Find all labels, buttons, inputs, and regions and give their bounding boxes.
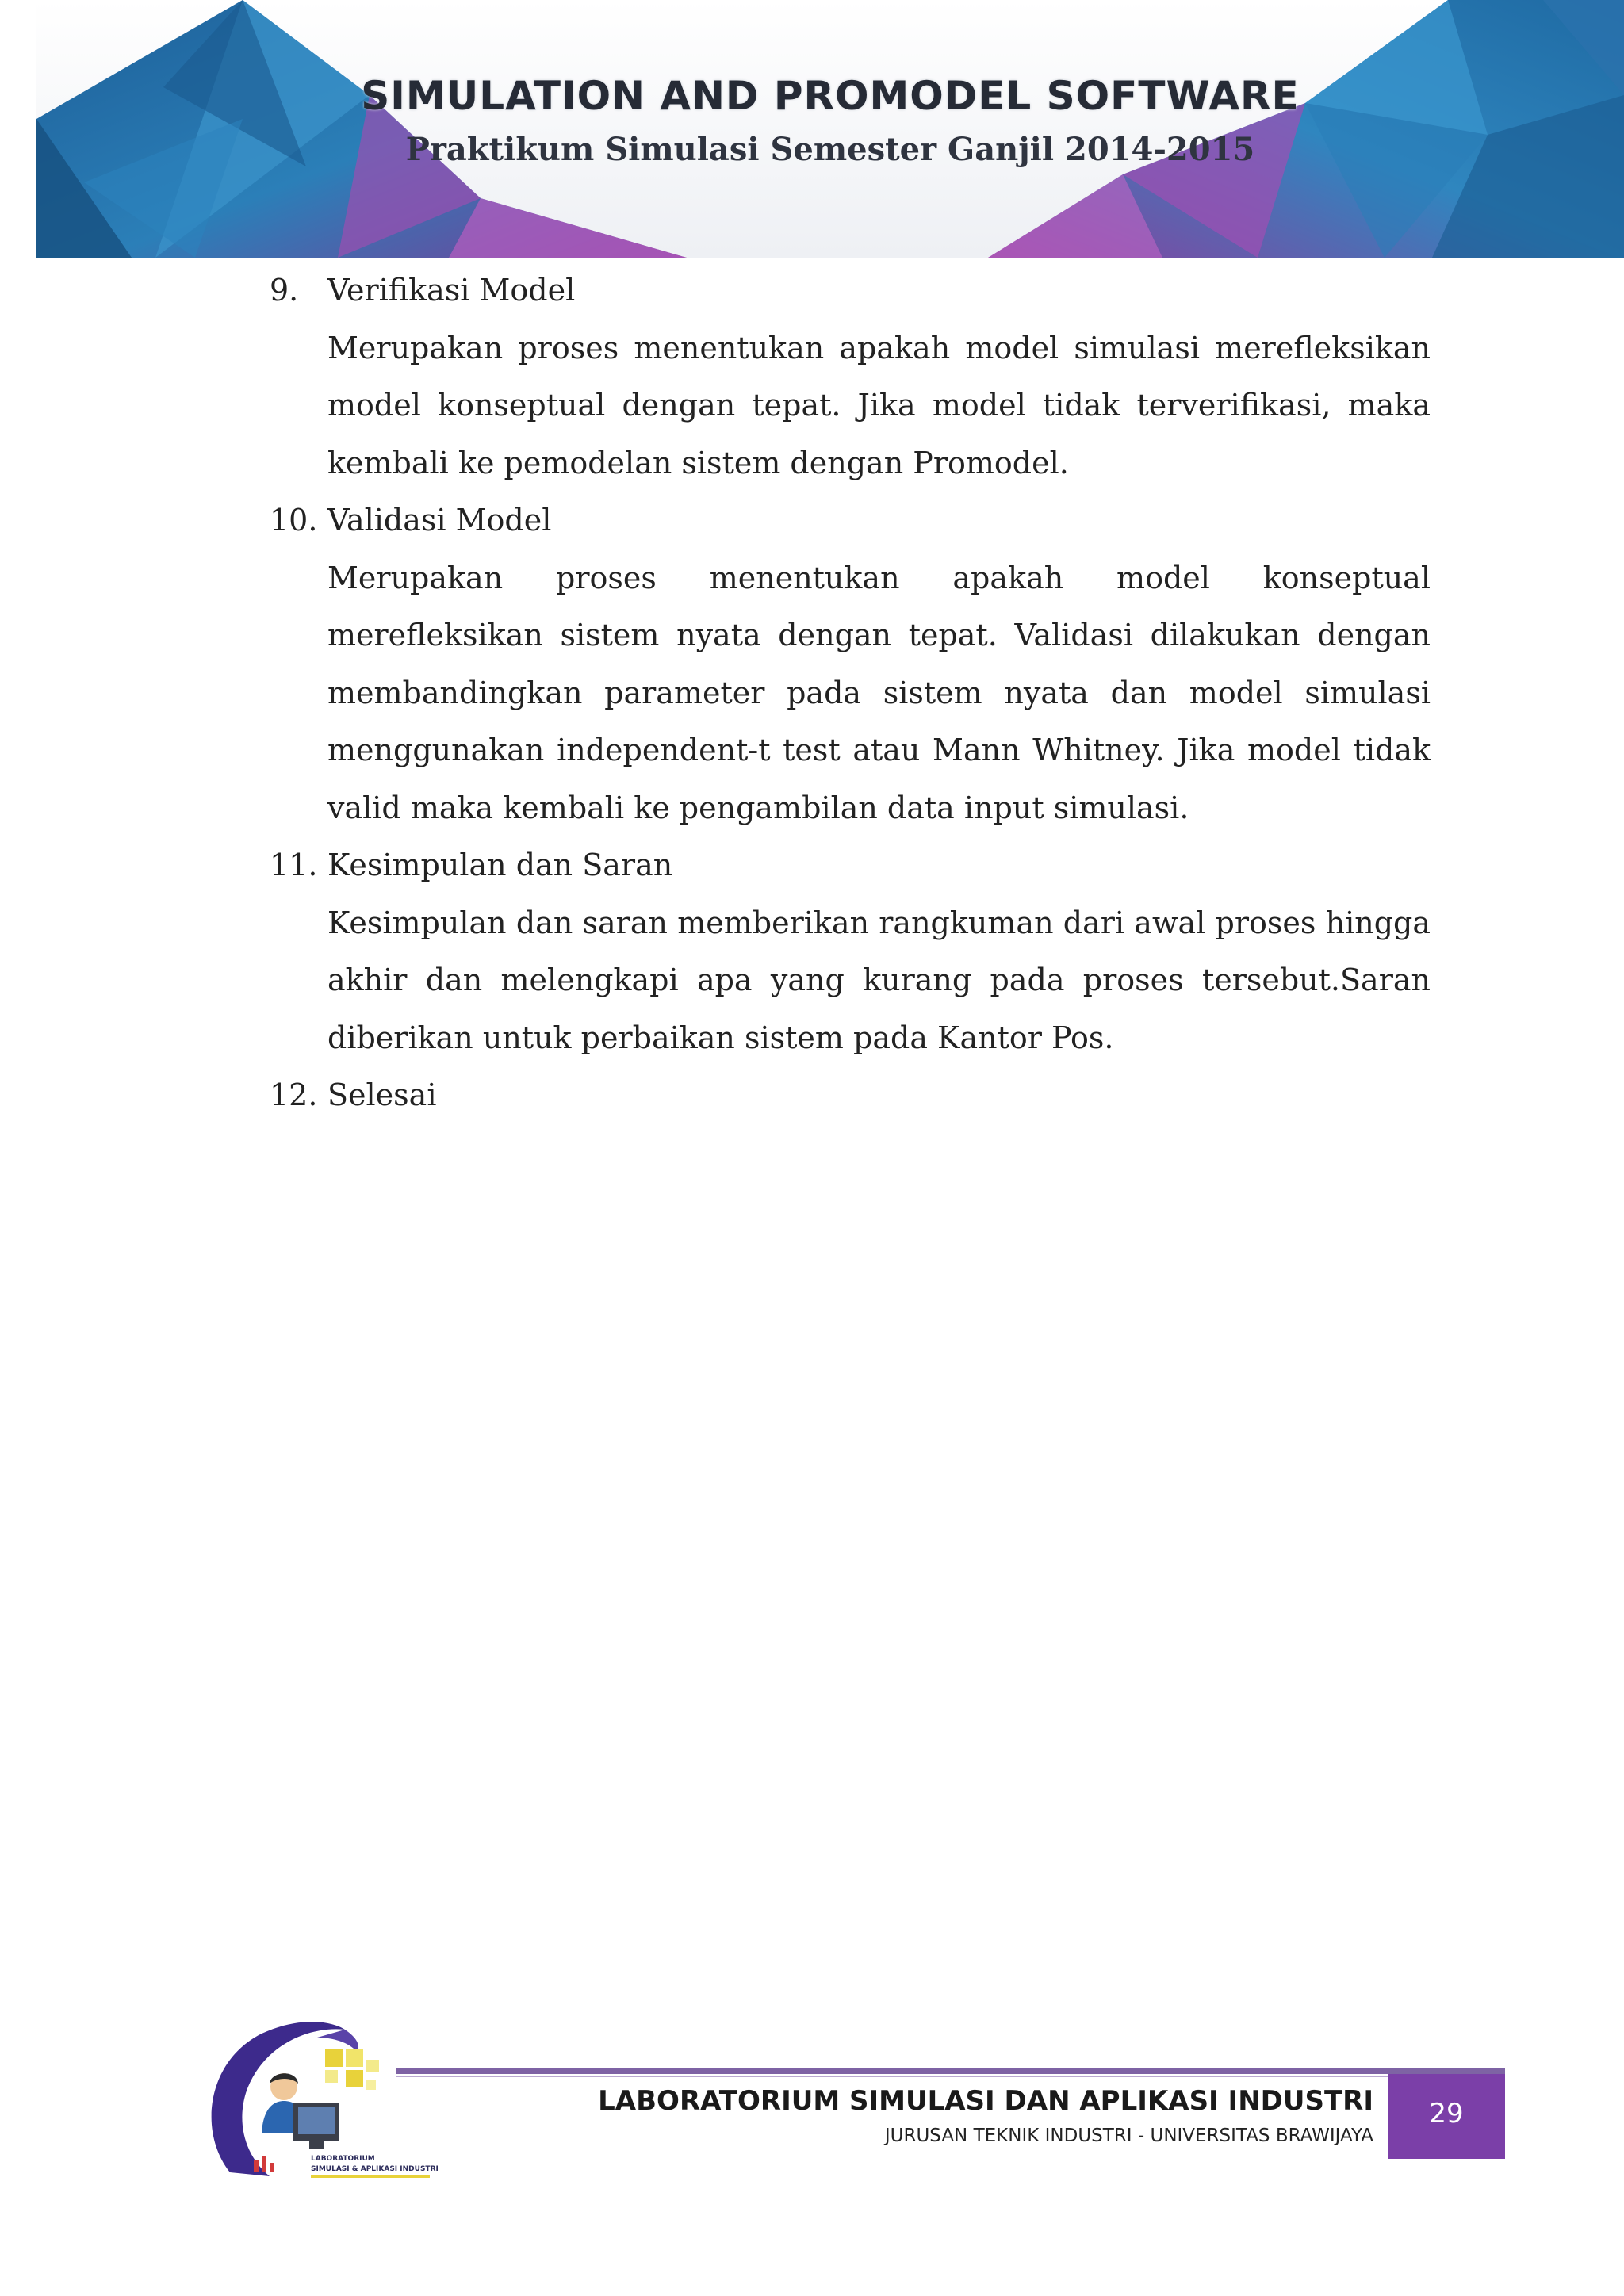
list-item [270,492,1431,836]
item-number: 10. [270,503,318,538]
footer-department: JURUSAN TEKNIK INDUSTRI - UNIVERSITAS BRAWIJAYA [884,2126,1373,2146]
list-item [270,1066,1431,1124]
lab-logo [198,2014,460,2188]
item-description: Kesimpulan dan saran memberikan rangkuman dari awal proses hingga akhir dan melengkapi apa yang kurang pada proses tersebut.Saran diberikan untuk perbaikan sistem pada Kantor Pos. [327,905,1431,1055]
item-description: Merupakan proses menentukan apakah model konseptual merefleksikan sistem nyata dengan tepat. Validasi dilakukan dengan membandingkan parameter pada sistem nyata dan model simulasi menggunakan independent-t test atau Mann Whitney. Jika model tidak valid maka kembali ke pengambilan data input simulasi. [327,560,1431,825]
svg-text:SIMULASI & APLIKASI INDUSTRI: SIMULASI & APLIKASI INDUSTRI [311,2165,439,2173]
page-number-box [1388,2074,1505,2159]
item-heading: Validasi Model [327,503,552,538]
banner-subtitle: Praktikum Simulasi Semester Ganjil 2014-2015 [405,131,1255,168]
list-item [270,262,1431,492]
item-description: Merupakan proses menentukan apakah model simulasi merefleksikan model konseptual dengan tepat. Jika model tidak terverifikasi, maka kembali ke pemodelan sistem dengan Promodel. [327,330,1431,480]
footer-lab-name: LABORATORIUM SIMULASI DAN APLIKASI INDUSTRI [598,2085,1373,2117]
banner-title: SIMULATION AND PROMODEL SOFTWARE [361,73,1300,119]
item-number: 11. [270,848,318,882]
item-number: 12. [270,1077,318,1112]
header-banner [36,0,1624,258]
item-number: 9. [270,273,299,308]
document-body [270,262,1431,1124]
svg-text:LABORATORIUM: LABORATORIUM [311,2155,375,2163]
footer-divider [396,2068,1505,2074]
item-heading: Kesimpulan dan Saran [327,848,673,882]
page-number: 29 [1429,2098,1464,2130]
footer-divider-thin [396,2076,1388,2077]
list-item [270,836,1431,1066]
lab-logo-graphic [198,2014,460,2188]
banner-graphic [36,0,1624,258]
item-heading: Verifikasi Model [327,273,576,308]
item-heading: Selesai [327,1077,437,1112]
